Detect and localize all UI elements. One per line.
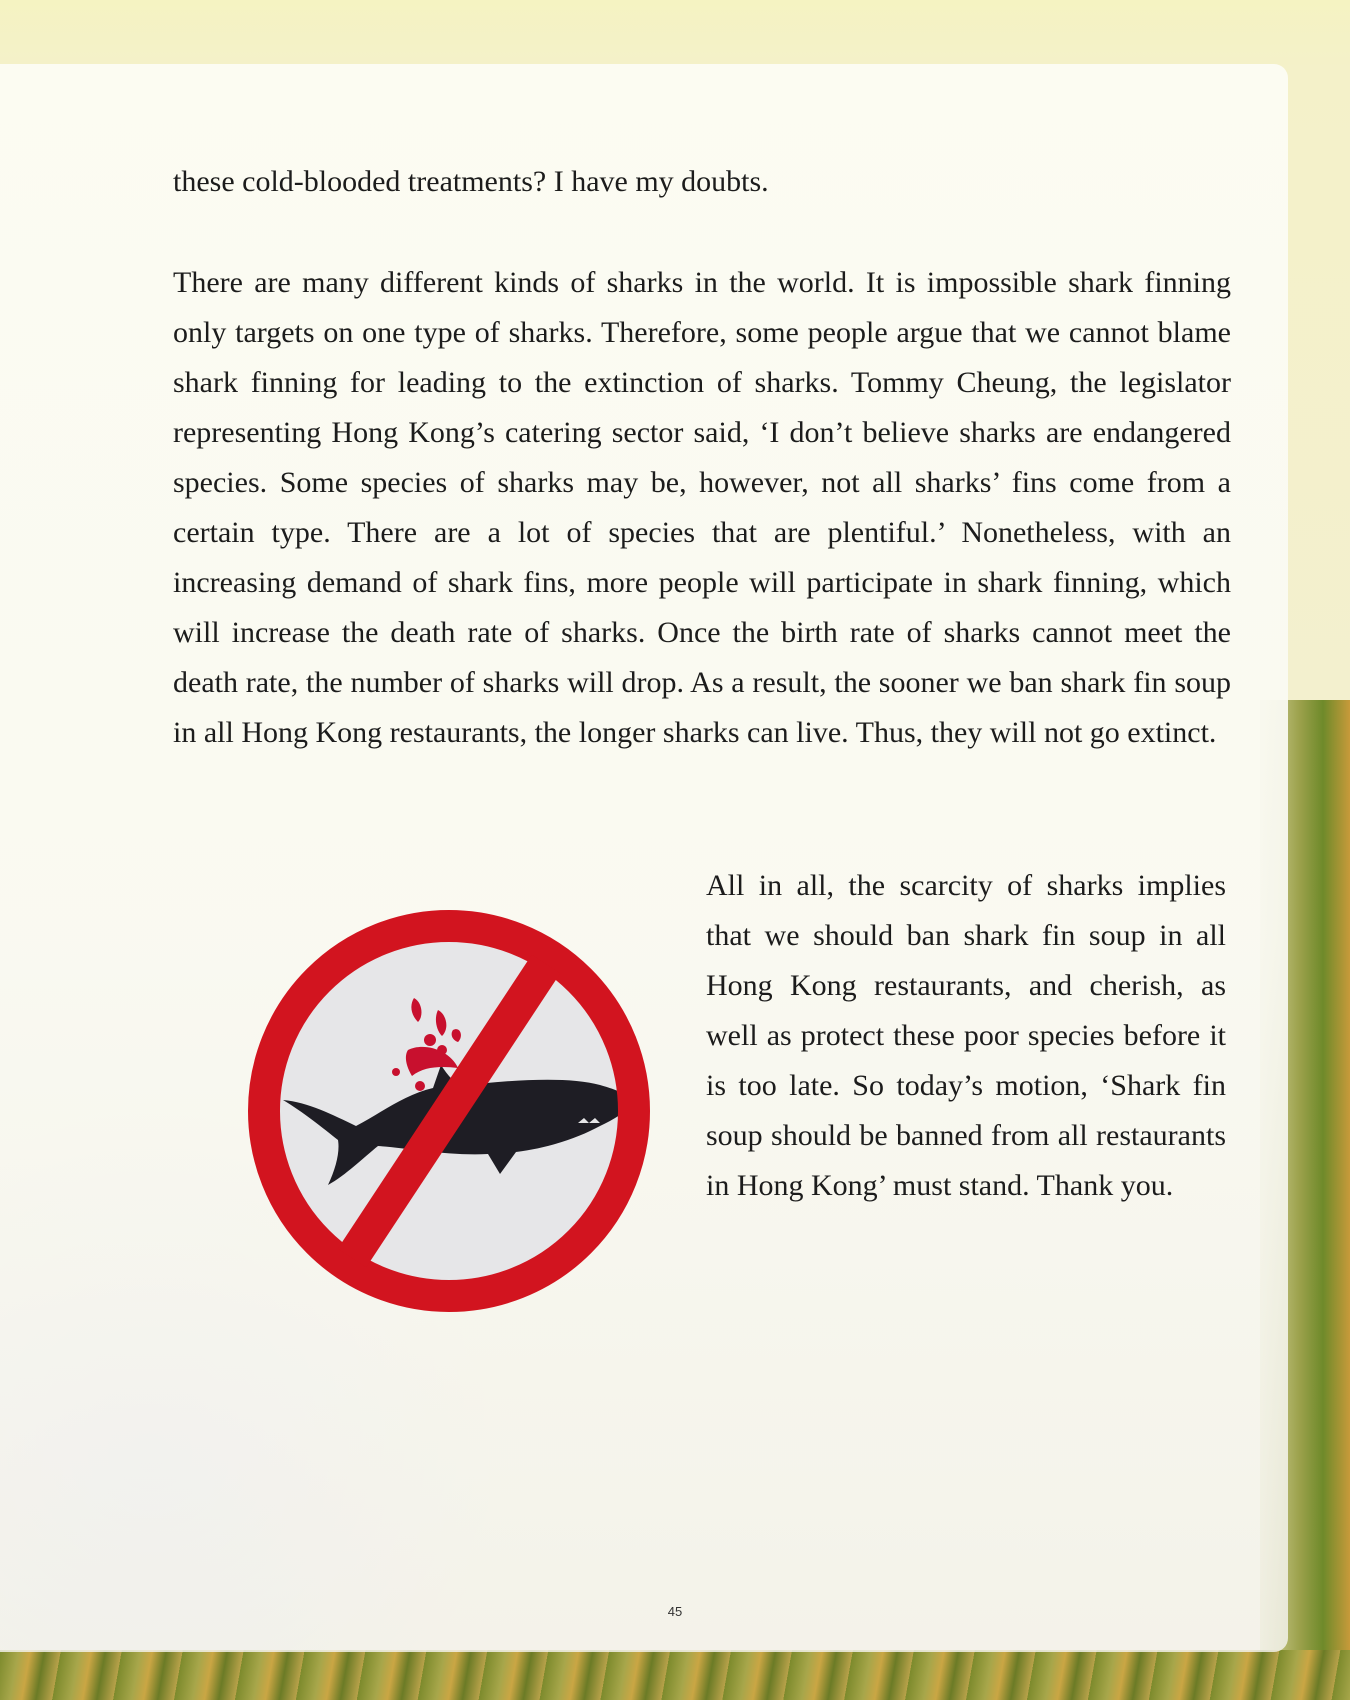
page-number: 45 <box>667 1604 683 1619</box>
no-shark-finning-sign-icon <box>228 890 670 1332</box>
paragraph-sharks-species: There are many different kinds of sharks in the world. It is impossible shark finning only targets on one type of sharks. Therefore, some people argue that we cannot blame shark finning for leading to the extinction of sharks. Tommy Cheung, the legislator representing Hong Kong’s catering sector said, ‘I don’t believe sharks are endangered species. Some species of sharks may be, however, not all sharks’ fins come from a certain type. There are a lot of species that are plentiful.’ Nonetheless, with an increasing demand of shark fins, more people will participate in shark finning, which will increase the death rate of sharks. Once the birth rate of sharks cannot meet the death rate, the number of sharks will drop. As a result, the sooner we ban shark fin soup in all Hong Kong restaurants, the longer sharks can live. Thus, they will not go extinct. <box>173 266 1231 749</box>
background-grass-bottom <box>0 1650 1350 1700</box>
paragraph-conclusion: All in all, the scarcity of sharks implies that we should ban shark fin soup in all Hong Kong restaurants, and cherish, as well as protect these poor species before it is too late. So today’s motion, ‘Shark fin soup should be banned from all restaurants in Hong Kong’ must stand. Thank you. <box>706 869 1226 1202</box>
paragraph-continuation: these cold-blooded treatments? I have my doubts. <box>173 165 769 198</box>
